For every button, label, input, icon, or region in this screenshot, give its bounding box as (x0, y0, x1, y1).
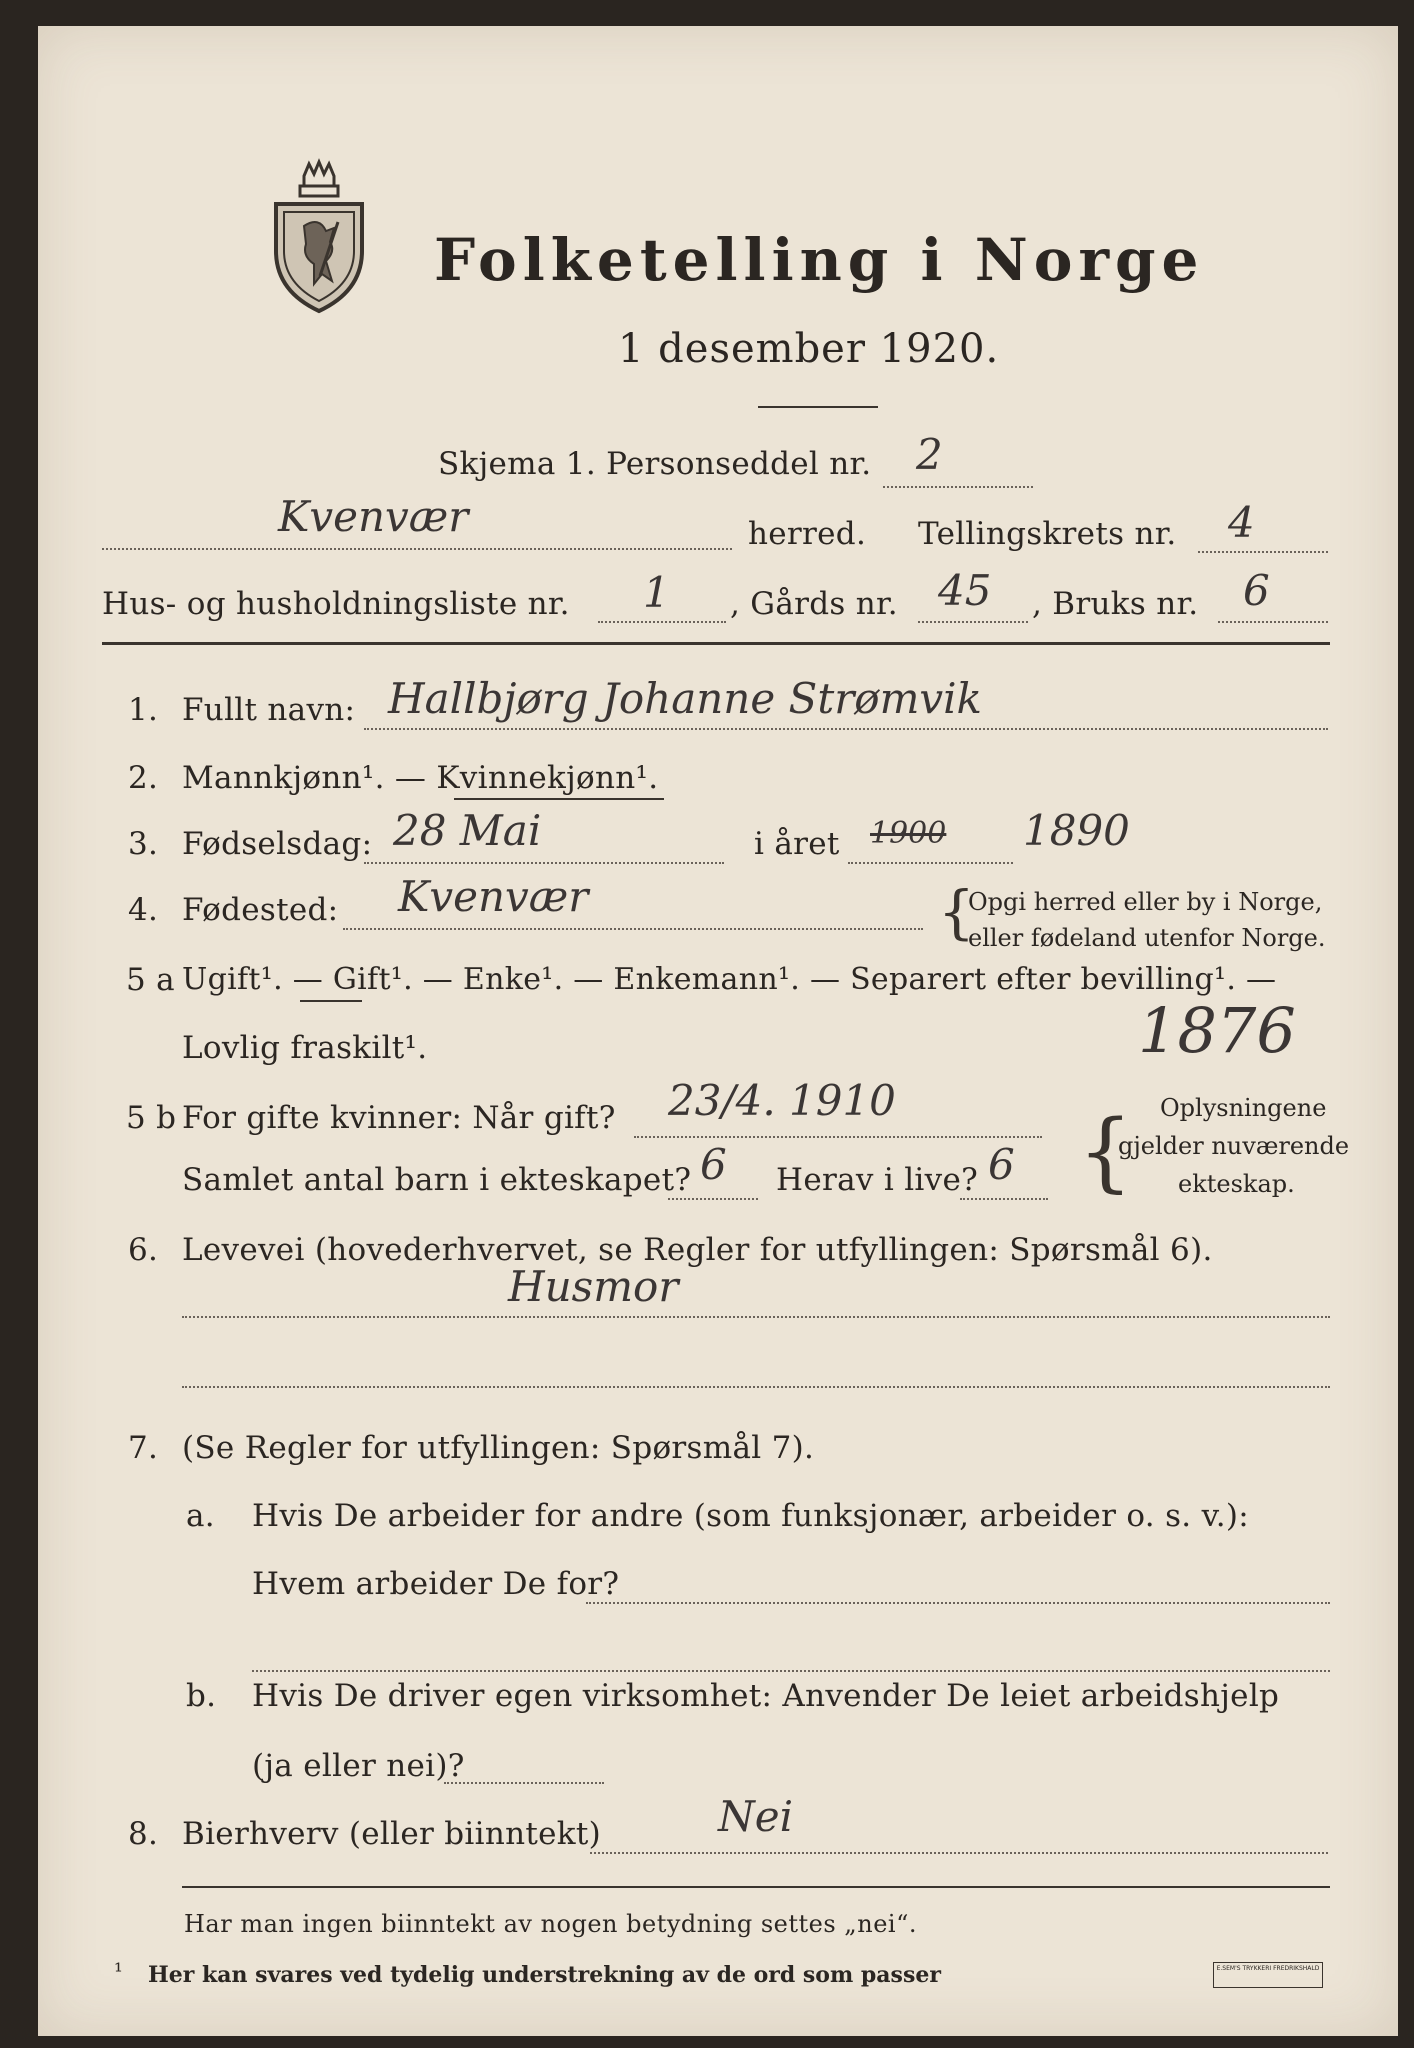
q8-value: Nei (718, 1792, 794, 1841)
q4-number: 4. (128, 892, 159, 928)
footer-divider (182, 1886, 1330, 1888)
q7a-field-line-2 (252, 1670, 1330, 1672)
gards-value: 45 (938, 566, 992, 615)
q5b-label-3: Herav i live? (776, 1162, 979, 1198)
q4-value: Kvenvær (398, 872, 589, 921)
q3-year-value: 1890 (1023, 806, 1130, 855)
q8-label: Bierhverv (eller biinntekt) (182, 1816, 602, 1852)
schema-label: Skjema 1. Personseddel nr. (438, 446, 872, 482)
q4-note-line-2: eller fødeland utenfor Norge. (968, 924, 1326, 952)
q5b-note-line-1: Oplysningene (1160, 1094, 1327, 1122)
gift-underline (300, 1000, 362, 1002)
tellingskrets-field-line (1198, 551, 1328, 553)
q5b-number: 5 b (126, 1100, 177, 1136)
q5b-note-line-3: ekteskap. (1178, 1170, 1295, 1198)
q5a-number: 5 a (126, 962, 175, 998)
schema-field-line (883, 486, 1033, 488)
q7-number: 7. (128, 1430, 159, 1466)
q5b-children-value: 6 (700, 1140, 727, 1189)
section-divider (102, 642, 1330, 645)
footnote-number: ¹ (114, 1960, 123, 1985)
q5b-children-field-line (668, 1198, 758, 1200)
bruks-label: , Bruks nr. (1032, 586, 1199, 622)
bruks-field-line (1218, 621, 1328, 623)
q4-field-line (343, 928, 923, 930)
q3-year-label: i året (754, 826, 840, 862)
herred-field-line (102, 548, 732, 550)
footnote-text: Her kan svares ved tydelig understrekning av de ord som passer (148, 1962, 941, 1988)
gards-field-line (918, 621, 1028, 623)
q4-note-line-1: Opgi herred eller by i Norge, (968, 888, 1323, 916)
q6-label: Levevei (hovederhvervet, se Regler for utfyllingen: Spørsmål 6). (182, 1232, 1213, 1268)
q8-number: 8. (128, 1816, 159, 1852)
bruks-value: 6 (1243, 566, 1270, 615)
title-underline (758, 406, 878, 408)
q5b-alive-value: 6 (988, 1140, 1015, 1189)
q1-field-line (364, 728, 1328, 730)
q5b-note-brace: { (1078, 1102, 1133, 1202)
gards-label: , Gårds nr. (730, 586, 898, 622)
q7b-letter: b. (186, 1678, 217, 1714)
herred-label: herred. (748, 516, 867, 552)
q2-number: 2. (128, 760, 159, 796)
q1-number: 1. (128, 692, 159, 728)
form-title: Folketelling i Norge (434, 226, 1205, 294)
q7b-line-2: (ja eller nei)? (252, 1748, 465, 1784)
tellingskrets-value: 4 (1228, 498, 1255, 547)
q5a-line-1: Ugift¹. — Gift¹. — Enke¹. — Enkemann¹. — Separert efter bevilling¹. — (182, 962, 1277, 997)
q4-label: Fødested: (182, 892, 339, 928)
census-date: 1 desember 1920. (618, 326, 1000, 372)
q3-date-value: 28 Mai (393, 806, 542, 855)
q6-number: 6. (128, 1232, 159, 1268)
q7b-field-line (444, 1782, 604, 1784)
q5b-married-value: 23/4. 1910 (668, 1076, 896, 1125)
q3-year-field-line (848, 862, 1013, 864)
schema-number-value: 2 (916, 430, 943, 479)
q2-label: Mannkjønn¹. — Kvinnekjønn¹. (182, 760, 659, 796)
q5a-line-2: Lovlig fraskilt¹. (182, 1030, 428, 1066)
household-list-label: Hus- og husholdningsliste nr. (102, 586, 570, 622)
q7a-line-2: Hvem arbeider De for? (252, 1566, 620, 1602)
q5a-annotation: 1876 (1138, 994, 1296, 1067)
census-form-page (38, 26, 1398, 2036)
coat-of-arms-icon (264, 156, 374, 320)
q7a-letter: a. (186, 1498, 215, 1534)
q3-label: Fødselsdag: (182, 826, 373, 862)
q6-field-line-2 (182, 1386, 1330, 1388)
kvinnekjonn-underline (454, 798, 664, 800)
herred-value: Kvenvær (278, 492, 469, 541)
q5b-label-1: For gifte kvinner: Når gift? (182, 1100, 616, 1136)
tellingskrets-label: Tellingskrets nr. (918, 516, 1177, 552)
household-list-field-line (598, 621, 726, 623)
q7a-field-line-1 (586, 1602, 1330, 1604)
q3-number: 3. (128, 826, 159, 862)
q7-label: (Se Regler for utfyllingen: Spørsmål 7). (182, 1430, 815, 1466)
q5b-alive-field-line (960, 1198, 1048, 1200)
q4-note-brace: { (938, 878, 975, 946)
q6-value: Husmor (508, 1262, 679, 1311)
q6-field-line-1 (182, 1316, 1330, 1318)
q7a-line-1: Hvis De arbeider for andre (som funksjonær, arbeider o. s. v.): (252, 1498, 1250, 1534)
household-list-value: 1 (643, 568, 670, 617)
q8-field-line (590, 1852, 1328, 1854)
q3-date-field-line (364, 862, 724, 864)
q3-year-struck: 1900 (870, 816, 947, 851)
q5b-label-2: Samlet antal barn i ekteskapet? (182, 1162, 692, 1198)
q7b-line-1: Hvis De driver egen virksomhet: Anvender De leiet arbeidshjelp (252, 1678, 1280, 1714)
q1-value: Hallbjørg Johanne Strømvik (388, 674, 983, 723)
q1-label: Fullt navn: (182, 692, 356, 728)
footer-note: Har man ingen biinntekt av nogen betydning settes „nei“. (184, 1910, 917, 1938)
printer-stamp: E.SEM'S TRYKKERI FREDRIKSHALD (1213, 1962, 1323, 1988)
q5b-married-field-line (634, 1136, 1042, 1138)
q5b-note-line-2: gjelder nuværende (1118, 1132, 1350, 1160)
